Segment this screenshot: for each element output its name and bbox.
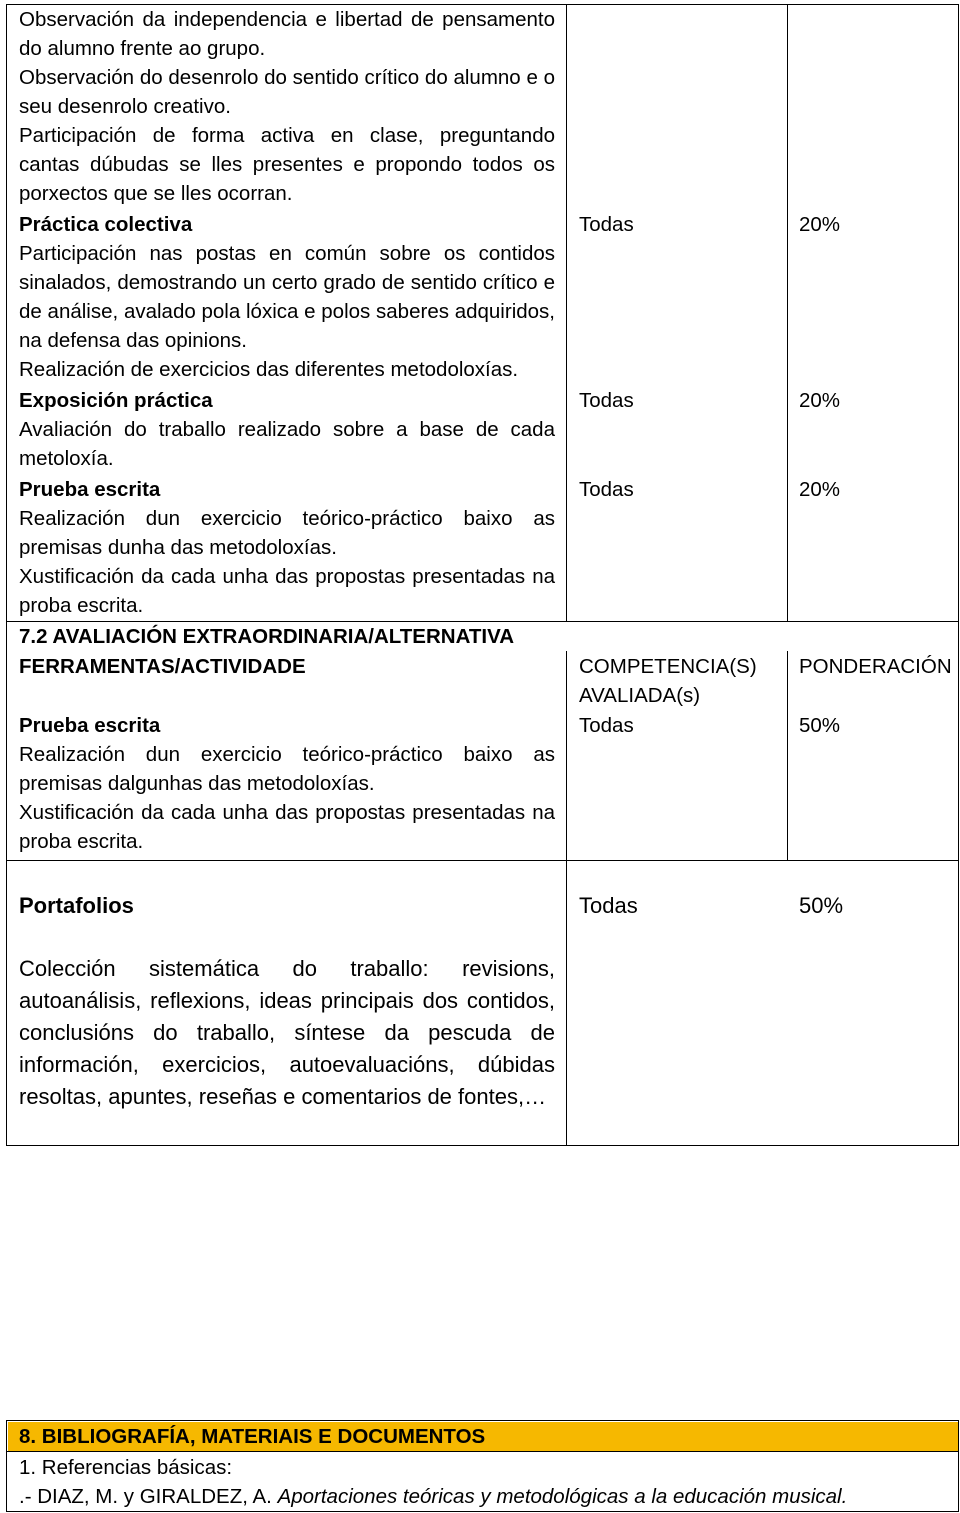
- practical-exposition-cell: [19, 386, 555, 473]
- observation-item: Participación de forma activa en clase, preguntando cantas dúbudas se lles presentes e propondo todos os porxectos que se lles ocorran.: [19, 124, 555, 205]
- collective-practice-cell: [19, 210, 555, 384]
- weight-value: 20%: [799, 389, 841, 412]
- competence-value: Todas: [579, 714, 634, 737]
- column-divider-3: [566, 651, 567, 1146]
- bibliography-heading: 8. BIBLIOGRAFÍA, MATERIAIS E DOCUMENTOS: [19, 1425, 486, 1448]
- column-divider-4: [787, 651, 788, 861]
- written-exam-cell: [19, 475, 555, 620]
- reference-authors: .- DIAZ, M. y GIRALDEZ, A.: [19, 1485, 278, 1508]
- weight-value: 20%: [799, 478, 841, 501]
- competence-value: Todas: [579, 478, 634, 501]
- column-header-tool: FERRAMENTAS/ACTIVIDADE: [19, 655, 306, 678]
- weight-value: 50%: [799, 714, 841, 737]
- competence-value: Todas: [579, 389, 634, 412]
- column-divider-1: [566, 4, 567, 622]
- row-body: Avaliación do traballo realizado sobre a base de cada metoloxía.: [19, 418, 555, 470]
- bibliography-subheading: 1. Referencias básicas:: [19, 1456, 233, 1479]
- bibliography-divider: [6, 1451, 959, 1452]
- competence-value: Todas: [579, 213, 634, 236]
- extraordinary-exam-cell: [19, 711, 555, 856]
- weight-value: 50%: [799, 893, 844, 918]
- row-body: Realización dun exercicio teórico-práctico baixo as premisas dalgunhas das metodoloxías.: [19, 743, 555, 795]
- column-header-competence: COMPETENCIA(S) AVALIADA(s): [579, 655, 757, 707]
- weight-value: 20%: [799, 213, 841, 236]
- column-divider-2: [787, 4, 788, 622]
- column-header-weight: PONDERACIÓN: [799, 655, 952, 678]
- row-title: Prueba escrita: [19, 478, 161, 501]
- row-body: Realización dun exercicio teórico-práctico baixo as premisas dunha das metodoloxías.: [19, 507, 555, 559]
- row-extra: Xustificación da cada unha das propostas presentadas na proba escrita.: [19, 801, 555, 853]
- observations-text: [19, 5, 555, 208]
- reference-title: Aportaciones teóricas y metodológicas a la educación musical.: [277, 1485, 848, 1508]
- row-title: Prueba escrita: [19, 714, 161, 737]
- row-title: Práctica colectiva: [19, 213, 193, 236]
- observation-item: Observación da independencia e libertad de pensamento do alumno frente ao grupo.: [19, 8, 555, 60]
- row-title: Exposición práctica: [19, 389, 213, 412]
- row-body: Participación nas postas en común sobre os contidos sinalados, demostrando un certo grado de sentido crítico e de análise, avalado pola lóxica e polos saberes adquiridos, na defensa das opinions.: [19, 242, 555, 352]
- bibliography-reference: [19, 1482, 847, 1511]
- row-extra: Xustificación da cada unha das propostas presentadas na proba escrita.: [19, 565, 555, 617]
- observation-item: Observación do desenrolo do sentido crítico do alumno e o seu desenrolo creativo.: [19, 66, 555, 118]
- row-divider: [6, 860, 959, 861]
- section-heading-7-2: 7.2 AVALIACIÓN EXTRAORDINARIA/ALTERNATIVA: [19, 625, 515, 648]
- competence-value: Todas: [579, 893, 638, 918]
- portfolio-body: Colección sistemática do traballo: revisions, autoanálisis, reflexions, ideas principais dos contidos, conclusións do traballo, síntese da pescuda de información, exercicios, autoevaluacións, dúbidas resoltas, apuntes, reseñas e comentarios de fontes,…: [19, 956, 555, 1109]
- portfolio-title: Portafolios: [19, 893, 134, 918]
- row-extra: Realización de exercicios das diferentes metodoloxías.: [19, 358, 519, 381]
